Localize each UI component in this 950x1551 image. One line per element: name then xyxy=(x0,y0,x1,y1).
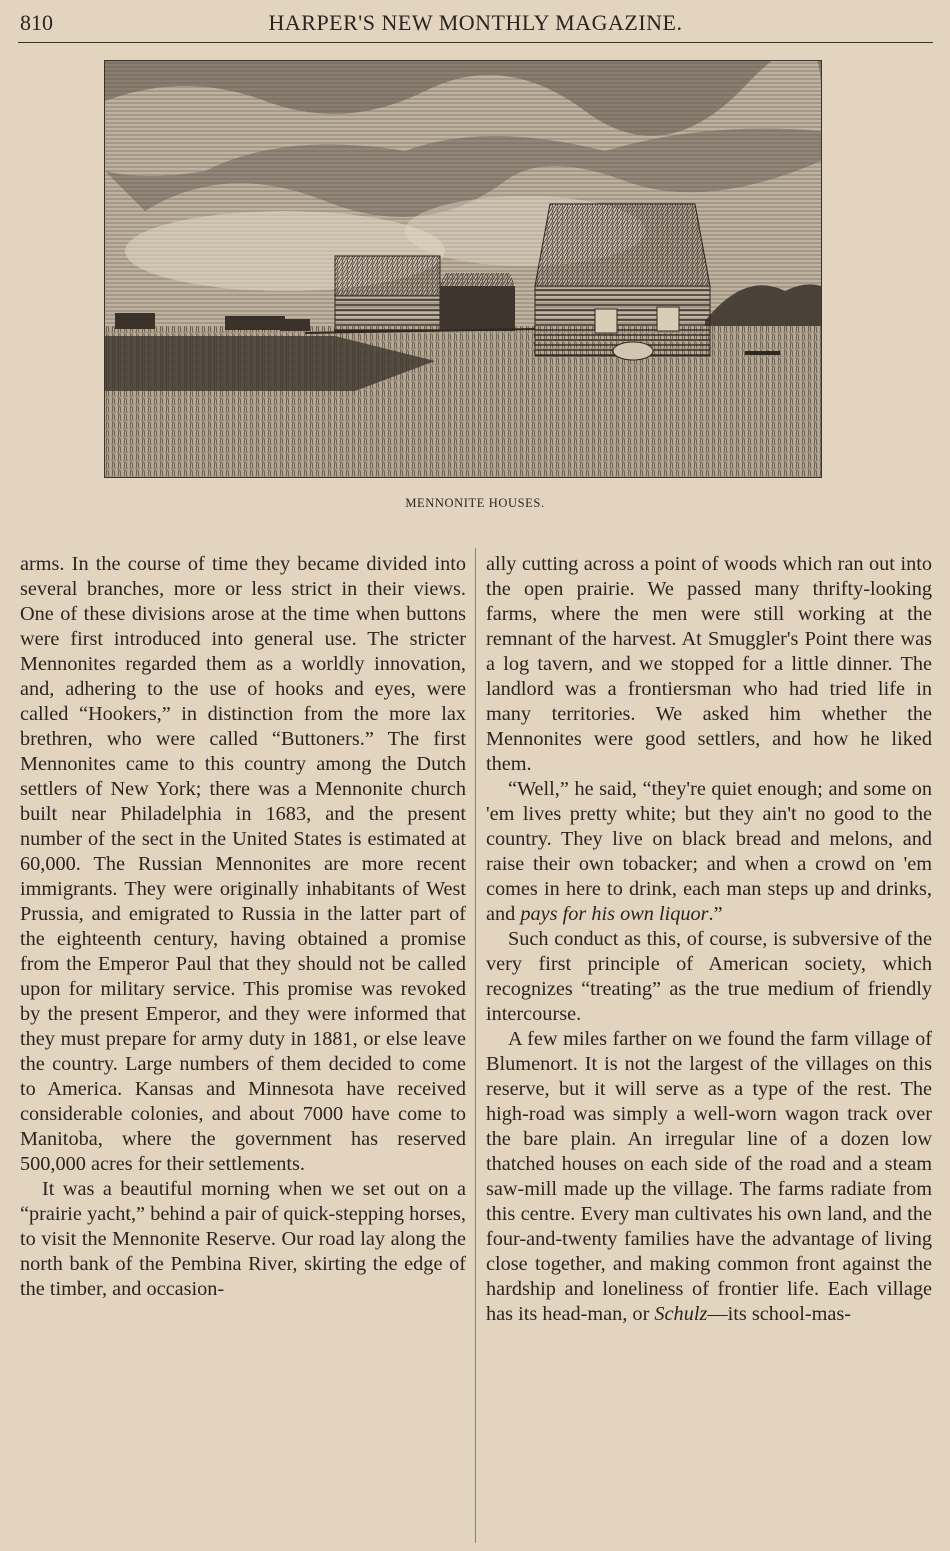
left-column xyxy=(20,552,466,1302)
column-divider xyxy=(475,548,476,1543)
paragraph xyxy=(486,777,932,927)
paragraph-text: “Well,” he said, “they're quiet enough; and some on 'em lives pretty white; but they ain't no good to the country. They live on black bread and melons, and raise their own tobacker; and when a crowd on 'em comes in here to drink, each man steps up and drinks, and xyxy=(486,778,932,925)
illustration-mennonite-houses xyxy=(104,60,822,478)
paragraph: It was a beautiful morning when we set out on a “prairie yacht,” behind a pair of quick-stepping horses, to visit the Mennonite Reserve. Our road lay along the north bank of the Pembina River, skirting the edge of the timber, and occasion- xyxy=(20,1178,466,1300)
italic-text: pays for his own liquor xyxy=(520,903,709,925)
engraving xyxy=(105,61,821,477)
magazine-title: HARPER'S NEW MONTHLY MAGAZINE. xyxy=(268,10,683,35)
paragraph-text: —its school-mas- xyxy=(707,1303,852,1325)
page-number: 810 xyxy=(20,10,53,35)
paragraph: arms. In the course of time they became divided into several branches, more or less strict in their views. One of these divisions arose at the time when buttons were first introduced into general use. The stricter Mennonites regarded them as a worldly innovation, and, adhering to the use of hooks and eyes, were called “Hookers,” in distinction from the more lax brethren, who were called “Buttoners.” The first Mennonites came to this country among the Dutch settlers of New York; there was a Mennonite church built near Philadelphia in 1683, and the present number of the sect in the United States is estimated at 60,000. The Russian Mennonites are more recent immigrants. They were originally inhabitants of West Prussia, and emigrated to Russia in the latter part of the eighteenth century, having obtained a promise from the Emperor Paul that they should not be called upon for military service. This promise was revoked by the present Emperor, and they were informed that they must prepare for army duty in 1881, or else leave the country. Large numbers of them decided to come to America. Kansas and Minnesota have received considerable colonies, and about 7000 have come to Manitoba, where the government has reserved 500,000 acres for their settlements. xyxy=(20,553,466,1175)
paragraph-text: .” xyxy=(708,903,723,925)
paragraph: ally cutting across a point of woods which ran out into the open prairie. We passed many thrifty-looking farms, where the men were still working at the remnant of the harvest. At Smuggler's Point there was a log tavern, and we stopped for a little dinner. The landlord was a frontiersman who had tried life in many territories. We asked him whether the Mennonites were good settlers, and how he liked them. xyxy=(486,553,932,775)
italic-text: Schulz xyxy=(654,1303,708,1325)
page-header xyxy=(18,8,933,43)
paragraph-text: A few miles farther on we found the farm village of Blumenort. It is not the largest of the villages on this reserve, but it will serve as a type of the rest. The high-road was simply a well-worn wagon track over the bare plain. An irregular line of a dozen low thatched houses on each side of the road and a steam saw-mill made up the village. The farms radiate from this centre. Every man cultivates his own land, and the four-and-twenty families have the advantage of living close together, and making common front against the hardship and loneliness of frontier life. Each village has its head-man, or xyxy=(486,1028,932,1325)
paragraph: Such conduct as this, of course, is subversive of the very first principle of American society, which recognizes “treating” as the true medium of friendly intercourse. xyxy=(486,928,932,1025)
paragraph xyxy=(486,1027,932,1327)
illustration-caption: MENNONITE HOUSES. xyxy=(405,496,545,510)
right-column xyxy=(486,552,932,1327)
